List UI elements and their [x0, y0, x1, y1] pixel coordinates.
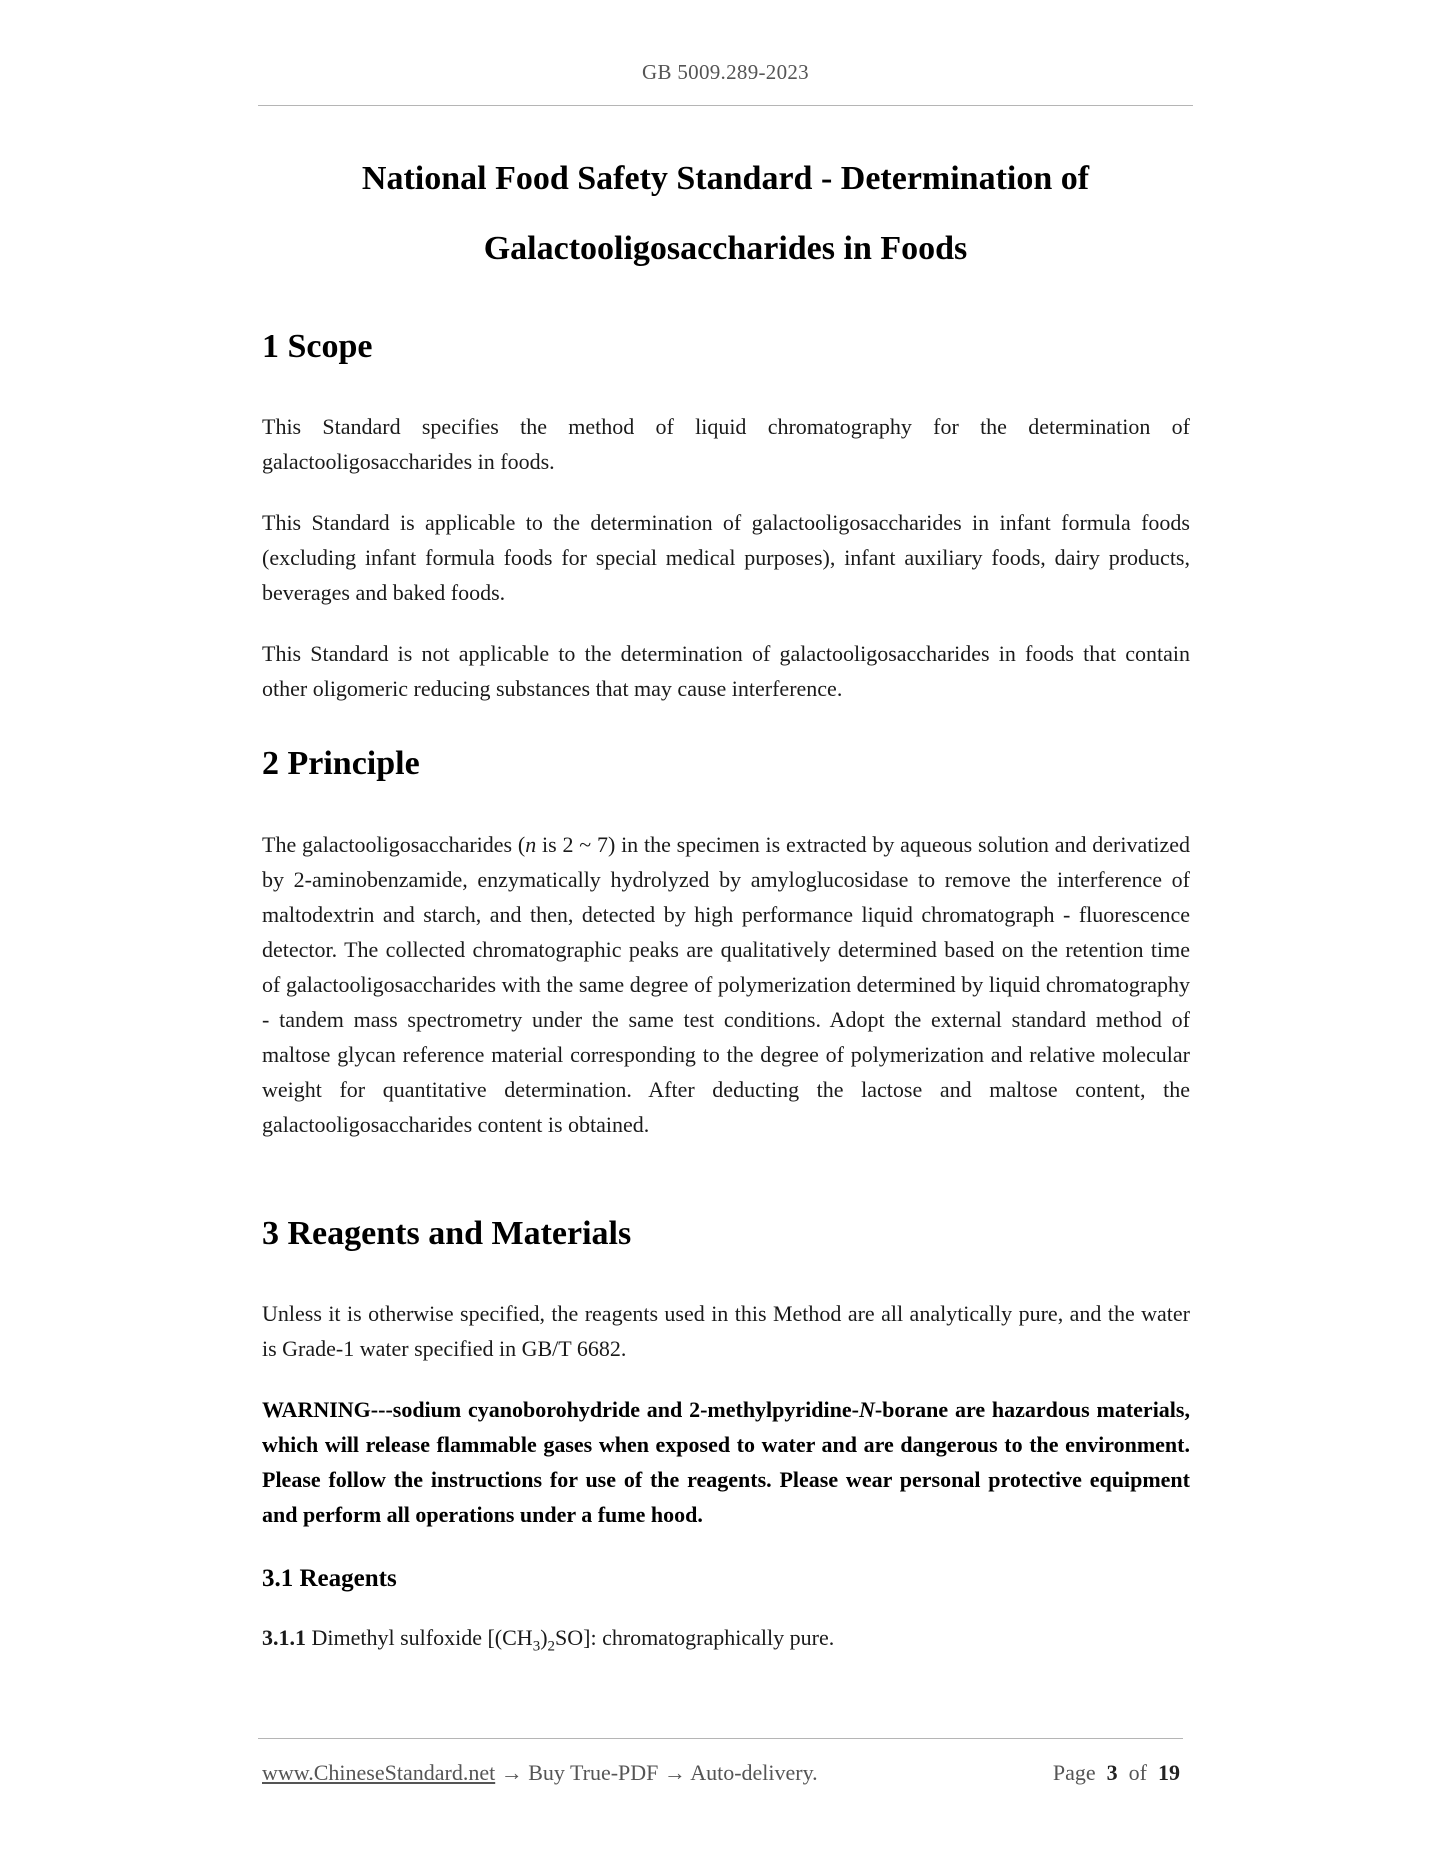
- reagent-item-text-b: ): [540, 1625, 548, 1650]
- principle-paragraph: [262, 827, 1190, 1142]
- reagents-paragraph-1: Unless it is otherwise specified, the reagents used in this Method are all analytically pure, and the water is Grade-1 water specified in GB/T 6682.: [262, 1301, 1190, 1361]
- footer-promo: [262, 1760, 818, 1786]
- subsection-heading-reagents: 3.1 Reagents: [262, 1565, 397, 1592]
- principle-text-start: The galactooligosaccharides (: [262, 832, 526, 857]
- footer-promo-text: → Buy True-PDF → Auto-delivery.: [495, 1760, 818, 1785]
- document-title-line-2: Galactooligosaccharides in Foods: [483, 230, 968, 267]
- section-heading-scope: 1 Scope: [262, 328, 373, 365]
- header-divider: [258, 105, 1193, 106]
- page-of: of: [1128, 1760, 1147, 1785]
- principle-variable-n: n: [525, 832, 537, 857]
- warning-variable-n: N: [858, 1397, 875, 1422]
- footer-divider: [258, 1738, 1183, 1739]
- page-indicator: [1053, 1760, 1180, 1786]
- page-total: 19: [1158, 1760, 1180, 1785]
- scope-paragraph-3: This Standard is not applicable to the determination of galactooligosaccharides in foods that contain other oligomeric reducing substances that may cause interference.: [262, 641, 1190, 701]
- warning-text-start: WARNING---sodium cyanoborohydride and 2-methylpyridine-: [262, 1397, 859, 1422]
- principle-text-rest: is 2 ~ 7) in the specimen is extracted by aqueous solution and derivatized by 2-aminobenzamide, enzymatically hydrolyzed by amyloglucosidase to remove the interference of maltodextrin and starch, and then, detected by high performance liquid chromatograph - fluorescence detector. The collected chromatographic peaks are qualitatively determined based on the retention time of galactooligosaccharides with the same degree of polymerization determined by liquid chromatography - tandem mass spectrometry under the same test conditions. Adopt the external standard method of maltose glycan reference material corresponding to the degree of polymerization and relative molecular weight for quantitative determination. After deducting the lactose and maltose content, the galactooligosaccharides content is obtained.: [262, 832, 1190, 1137]
- section-heading-principle: 2 Principle: [262, 745, 420, 782]
- reagent-item-number: 3.1.1: [262, 1625, 306, 1650]
- reagent-item-text-c: SO]: chromatographically pure.: [555, 1625, 835, 1650]
- reagent-subscript-2: 2: [547, 1638, 556, 1655]
- reagents-warning: [262, 1392, 1190, 1532]
- page-current: 3: [1106, 1760, 1118, 1785]
- reagent-subscript-1: 3: [532, 1638, 541, 1655]
- section-heading-reagents: 3 Reagents and Materials: [262, 1215, 632, 1252]
- page-label: Page: [1052, 1760, 1096, 1785]
- scope-paragraph-1: This Standard specifies the method of liquid chromatography for the determination of galactooligosaccharides in foods.: [262, 414, 1190, 474]
- document-header: GB 5009.289-2023: [642, 60, 809, 84]
- document-title-line-1: National Food Safety Standard - Determination of: [361, 160, 1090, 197]
- reagent-item-3-1-1: [262, 1620, 1190, 1664]
- scope-paragraph-2: This Standard is applicable to the determination of galactooligosaccharides in infant formula foods (excluding infant formula foods for special medical purposes), infant auxiliary foods, dairy products, beverages and baked foods.: [262, 510, 1190, 605]
- warning-text-rest: -borane are hazardous materials, which will release flammable gases when exposed to water and are dangerous to the environment. Please follow the instructions for use of the reagents. Please wear personal protective equipment and perform all operations under a fume hood.: [262, 1397, 1190, 1527]
- website-link[interactable]: www.ChineseStandard.net: [262, 1760, 496, 1785]
- reagent-item-text-a: Dimethyl sulfoxide [(CH: [306, 1625, 533, 1650]
